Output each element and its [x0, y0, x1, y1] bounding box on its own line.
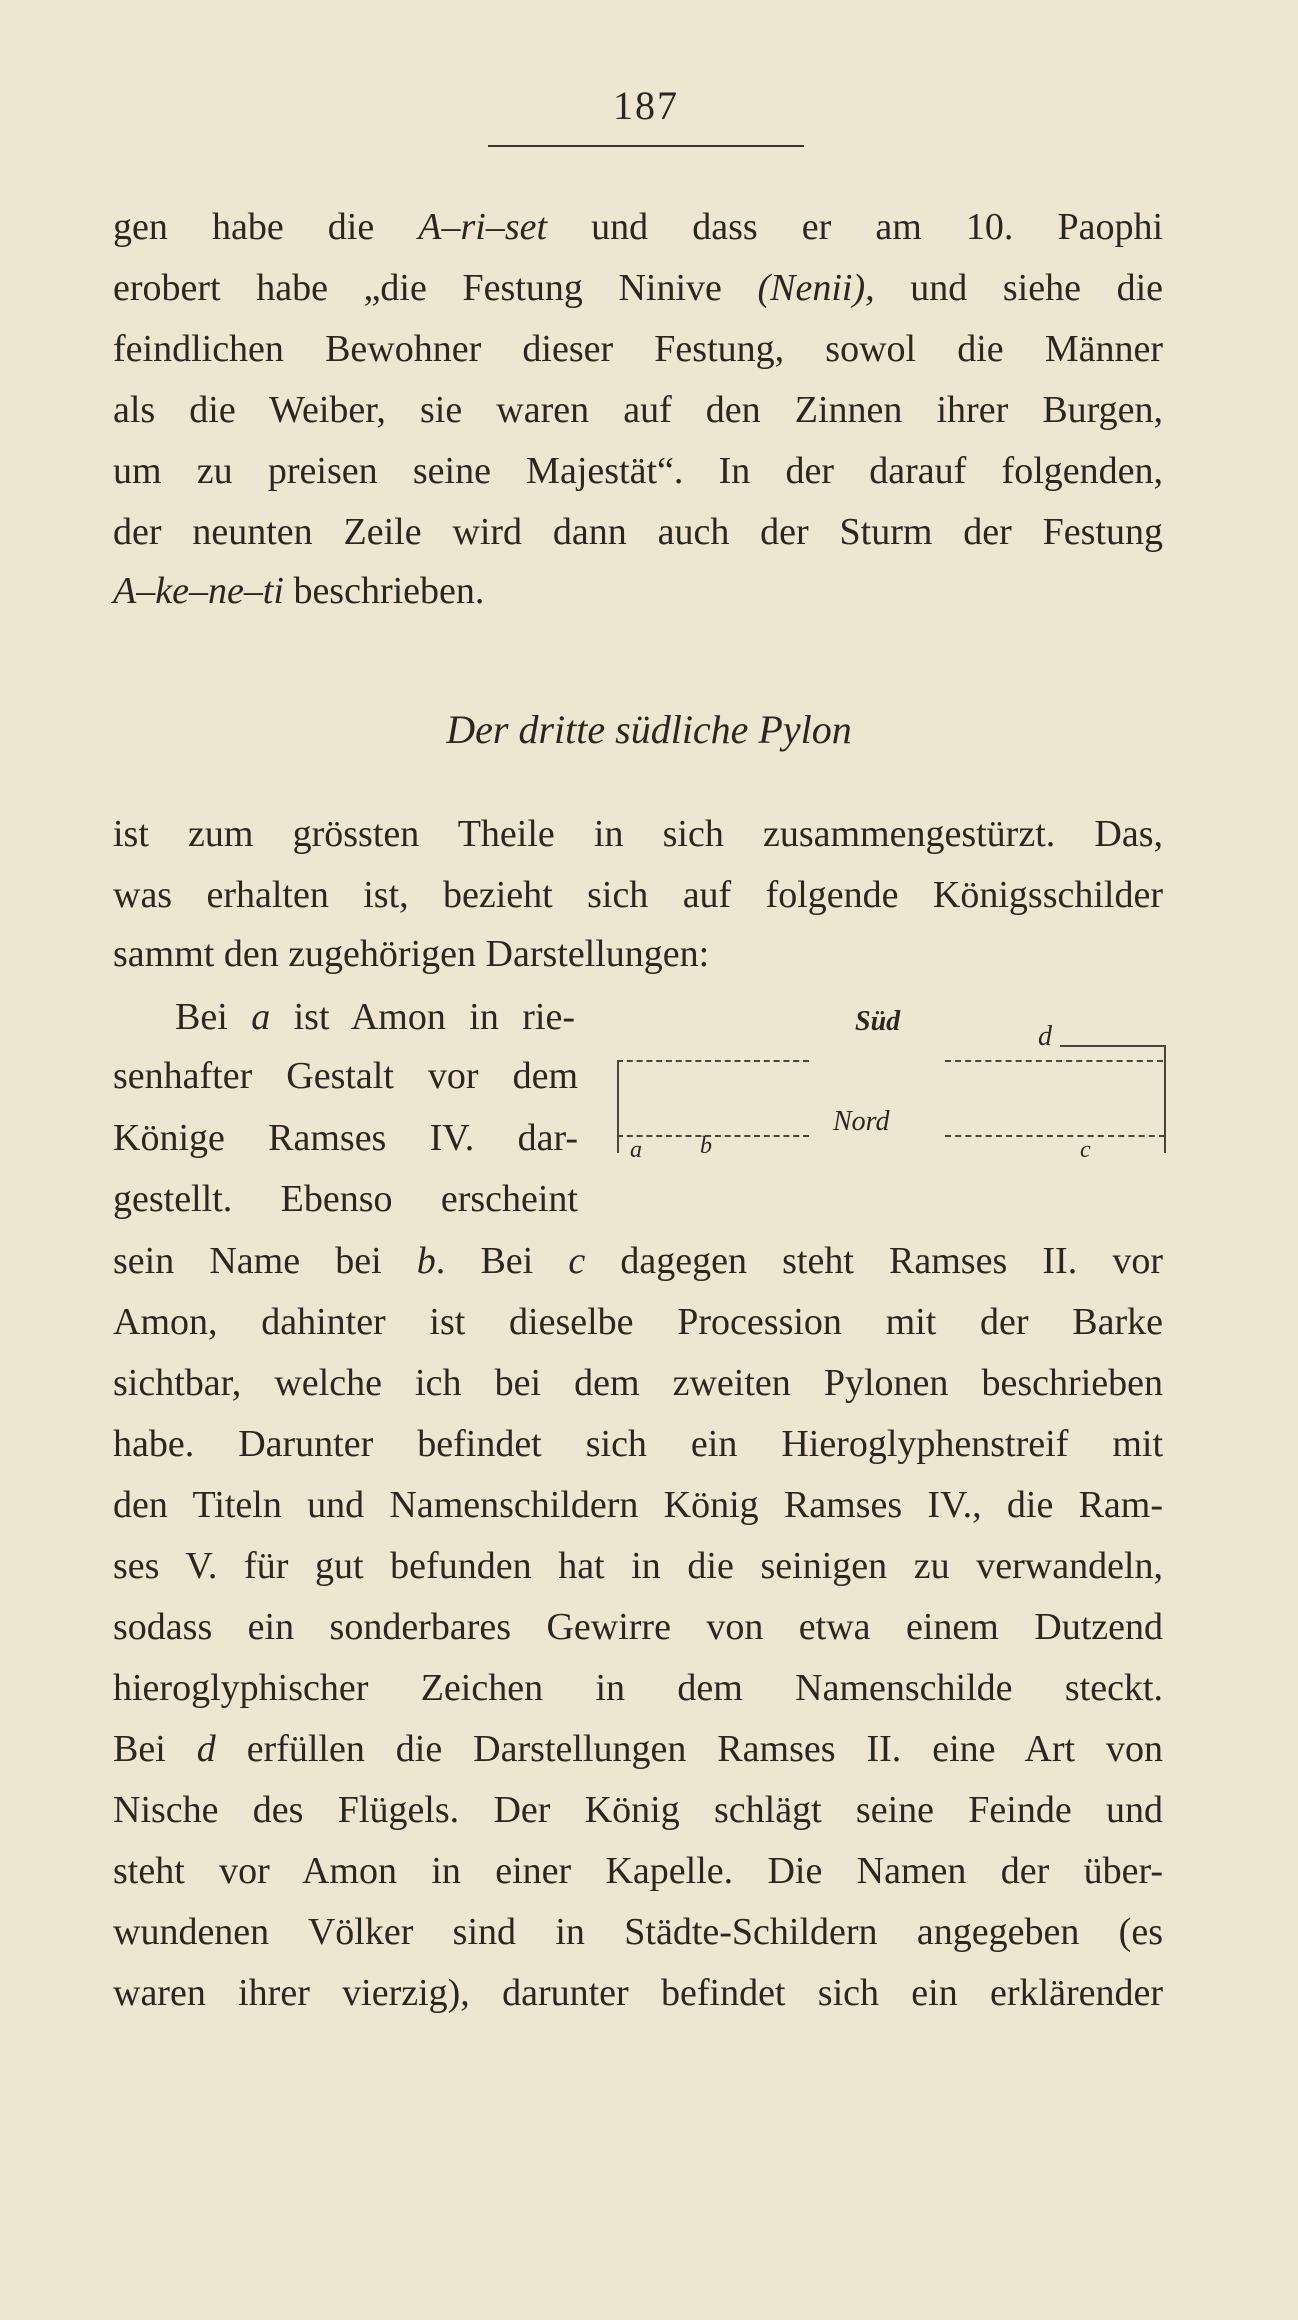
- text-line: A–ke–ne–ti beschrieben.: [113, 570, 485, 612]
- text-line: steht vor Amon in einer Kapelle. Die Namen der über-: [113, 1850, 1163, 1892]
- text-line: Könige Ramses IV. dar-: [113, 1117, 578, 1159]
- text-line: habe. Darunter befindet sich ein Hieroglyphenstreif mit: [113, 1423, 1163, 1465]
- text-line: sammt den zugehörigen Darstellungen:: [113, 933, 710, 975]
- text-line: sichtbar, welche ich bei dem zweiten Pylonen beschrieben: [113, 1362, 1163, 1404]
- text-line: gestellt. Ebenso erscheint: [113, 1178, 578, 1220]
- text-line: Nische des Flügels. Der König schlägt seine Feinde und: [113, 1789, 1163, 1831]
- text-line: der neunten Zeile wird dann auch der Sturm der Festung: [113, 511, 1163, 553]
- diagram-line: [945, 1135, 1165, 1137]
- text-line: erobert habe „die Festung Ninive (Nenii), und siehe die: [113, 267, 1163, 309]
- text-line: was erhalten ist, bezieht sich auf folgende Königsschilder: [113, 874, 1163, 916]
- diagram-line: [617, 1060, 619, 1153]
- section-heading: Der dritte südliche Pylon: [446, 707, 852, 752]
- text-line: den Titeln und Namenschildern König Ramses IV., die Ram-: [113, 1484, 1163, 1526]
- text-line: Amon, dahinter ist dieselbe Procession mit der Barke: [113, 1301, 1163, 1343]
- page-number-rule: [488, 145, 804, 147]
- diagram-label-sued: Süd: [855, 1006, 901, 1037]
- text-line: um zu preisen seine Majestät“. In der darauf folgenden,: [113, 450, 1163, 492]
- text-line: sodass ein sonderbares Gewirre von etwa einem Dutzend: [113, 1606, 1163, 1648]
- text-line: gen habe die A–ri–set und dass er am 10. Paophi: [113, 206, 1163, 248]
- text-line: wundenen Völker sind in Städte-Schildern angegeben (es: [113, 1911, 1163, 1953]
- text-line: ses V. für gut befunden hat in die seinigen zu verwandeln,: [113, 1545, 1163, 1587]
- diagram-line: [1060, 1045, 1166, 1047]
- diagram-label-nord: Nord: [833, 1106, 890, 1137]
- text-line: waren ihrer vierzig), darunter befindet sich ein erklärender: [113, 1972, 1163, 2014]
- diagram-line: [617, 1060, 809, 1062]
- pylon-diagram: [615, 995, 1170, 1170]
- text-line: sein Name bei b. Bei c dagegen steht Ramses II. vor: [113, 1240, 1163, 1282]
- diagram-letter-c: c: [1080, 1137, 1091, 1163]
- text-line: Bei d erfüllen die Darstellungen Ramses II. eine Art von: [113, 1728, 1163, 1770]
- text-line: ist zum grössten Theile in sich zusammengestürzt. Das,: [113, 813, 1163, 855]
- diagram-line: [617, 1135, 809, 1137]
- text-line: senhafter Gestalt vor dem: [113, 1055, 578, 1097]
- diagram-letter-a: a: [630, 1137, 642, 1163]
- text-line: Bei a ist Amon in rie-: [175, 996, 575, 1038]
- diagram-letter-d: d: [1038, 1021, 1052, 1052]
- text-line: feindlichen Bewohner dieser Festung, sowol die Männer: [113, 328, 1163, 370]
- diagram-line: [945, 1060, 1163, 1062]
- page-number: 187: [613, 83, 679, 128]
- text-line: hieroglyphischer Zeichen in dem Namenschilde steckt.: [113, 1667, 1163, 1709]
- text-line: als die Weiber, sie waren auf den Zinnen ihrer Burgen,: [113, 389, 1163, 431]
- diagram-letter-b: b: [700, 1133, 712, 1159]
